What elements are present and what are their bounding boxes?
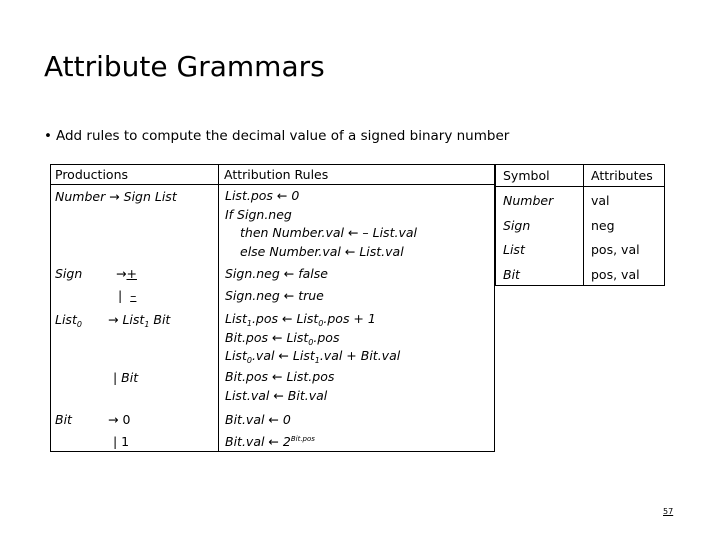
- subscript: 1: [144, 320, 150, 329]
- header-attribution-rules: Attribution Rules: [224, 167, 329, 182]
- symbol-table: [495, 164, 665, 286]
- rule-line: [225, 329, 400, 348]
- bullet-text: Add rules to compute the decimal value of a signed binary number: [55, 128, 510, 144]
- grammar-table-header-divider: [50, 184, 495, 185]
- bit-text: Bit: [149, 312, 171, 327]
- rule-part: List: [225, 311, 247, 326]
- rule-part: Bit.pos ← List: [225, 329, 309, 345]
- subscript: 0: [318, 319, 324, 328]
- plus-symbol: +: [126, 266, 137, 281]
- symbol-cell: Number: [503, 193, 554, 208]
- subscript: 0: [246, 356, 252, 365]
- symbol-table-right-border: [664, 164, 665, 286]
- rule-line: else Number.val ← List.val: [240, 243, 404, 259]
- symbol-table-top-border: [495, 164, 665, 165]
- production-bit-one: | 1: [113, 434, 130, 449]
- rule-part: .val + Bit.val: [319, 348, 401, 363]
- rule-line: then Number.val ← – List.val: [240, 225, 417, 240]
- rule-part: .val ← List: [251, 348, 315, 363]
- rule-part: Bit.val ← 2: [225, 434, 291, 449]
- rule-line: List.val ← Bit.val: [225, 387, 328, 403]
- bullet-point: [44, 128, 509, 144]
- subscript: 1: [314, 356, 320, 365]
- attributes-cell: val: [591, 193, 610, 208]
- grammar-table: [50, 164, 495, 452]
- production-list-bit: | Bit: [113, 370, 139, 385]
- superscript: Bit.pos: [290, 435, 315, 443]
- attributes-cell: neg: [591, 218, 615, 233]
- subscript: 0: [308, 337, 314, 347]
- rules-number: [225, 187, 417, 261]
- header-attributes: Attributes: [591, 168, 653, 183]
- attributes-cell: pos, val: [591, 267, 640, 282]
- rule-line: Bit.pos ← List.pos: [225, 369, 335, 384]
- list-text: List: [55, 312, 77, 327]
- production-sign-lhs: Sign: [55, 266, 83, 281]
- production-sign-minus: [118, 288, 136, 303]
- bullet-dot: •: [44, 128, 52, 144]
- rule-line: [225, 347, 400, 366]
- subscript: 1: [246, 319, 252, 328]
- grammar-table-left-border: [50, 164, 51, 452]
- rule-line: [225, 310, 400, 329]
- rule-part: .pos: [313, 329, 340, 345]
- arrow: →: [116, 266, 127, 281]
- header-productions: Productions: [55, 167, 129, 182]
- symbol-cell: Sign: [503, 218, 531, 233]
- rule-sign-plus: Sign.neg ← false: [225, 266, 328, 281]
- rule-line: If Sign.neg: [225, 206, 292, 222]
- production-list-rhs: [108, 312, 170, 327]
- subscript: 0: [76, 320, 82, 329]
- bar: |: [118, 288, 123, 303]
- rule-bit-zero: Bit.val ← 0: [225, 412, 291, 427]
- grammar-table-top-border: [50, 164, 495, 165]
- production-number: Number → Sign List: [55, 189, 177, 204]
- rule-line: List.pos ← 0: [225, 188, 300, 203]
- grammar-table-column-divider: [218, 164, 219, 452]
- production-bit-zero: → 0: [108, 412, 131, 427]
- symbol-table-header-divider: [495, 186, 665, 187]
- list-text: List: [122, 312, 145, 327]
- production-list-lhs: [55, 312, 82, 327]
- page-number: 57: [663, 507, 674, 516]
- symbol-cell: Bit: [503, 267, 520, 282]
- attributes-cell: pos, val: [591, 242, 640, 257]
- rule-part: .pos ← List: [251, 311, 319, 326]
- header-symbol: Symbol: [503, 168, 550, 183]
- symbol-table-column-divider: [583, 164, 584, 286]
- arrow: →: [108, 312, 123, 327]
- symbol-table-bottom-border: [495, 285, 665, 286]
- symbol-table-left-border: [495, 164, 496, 286]
- grammar-table-bottom-border: [50, 451, 495, 452]
- rules-list: [225, 310, 400, 366]
- rule-bit-one: [225, 434, 315, 449]
- rule-part: List: [225, 348, 247, 363]
- slide-title: Attribute Grammars: [44, 50, 325, 83]
- rule-sign-minus: Sign.neg ← true: [225, 288, 324, 303]
- rule-part: .pos + 1: [323, 311, 376, 326]
- minus-symbol: –: [130, 288, 137, 303]
- symbol-cell: List: [503, 242, 525, 257]
- production-sign-plus: [116, 266, 137, 281]
- production-bit-lhs: Bit: [55, 412, 72, 427]
- rules-list-bit: [225, 368, 334, 405]
